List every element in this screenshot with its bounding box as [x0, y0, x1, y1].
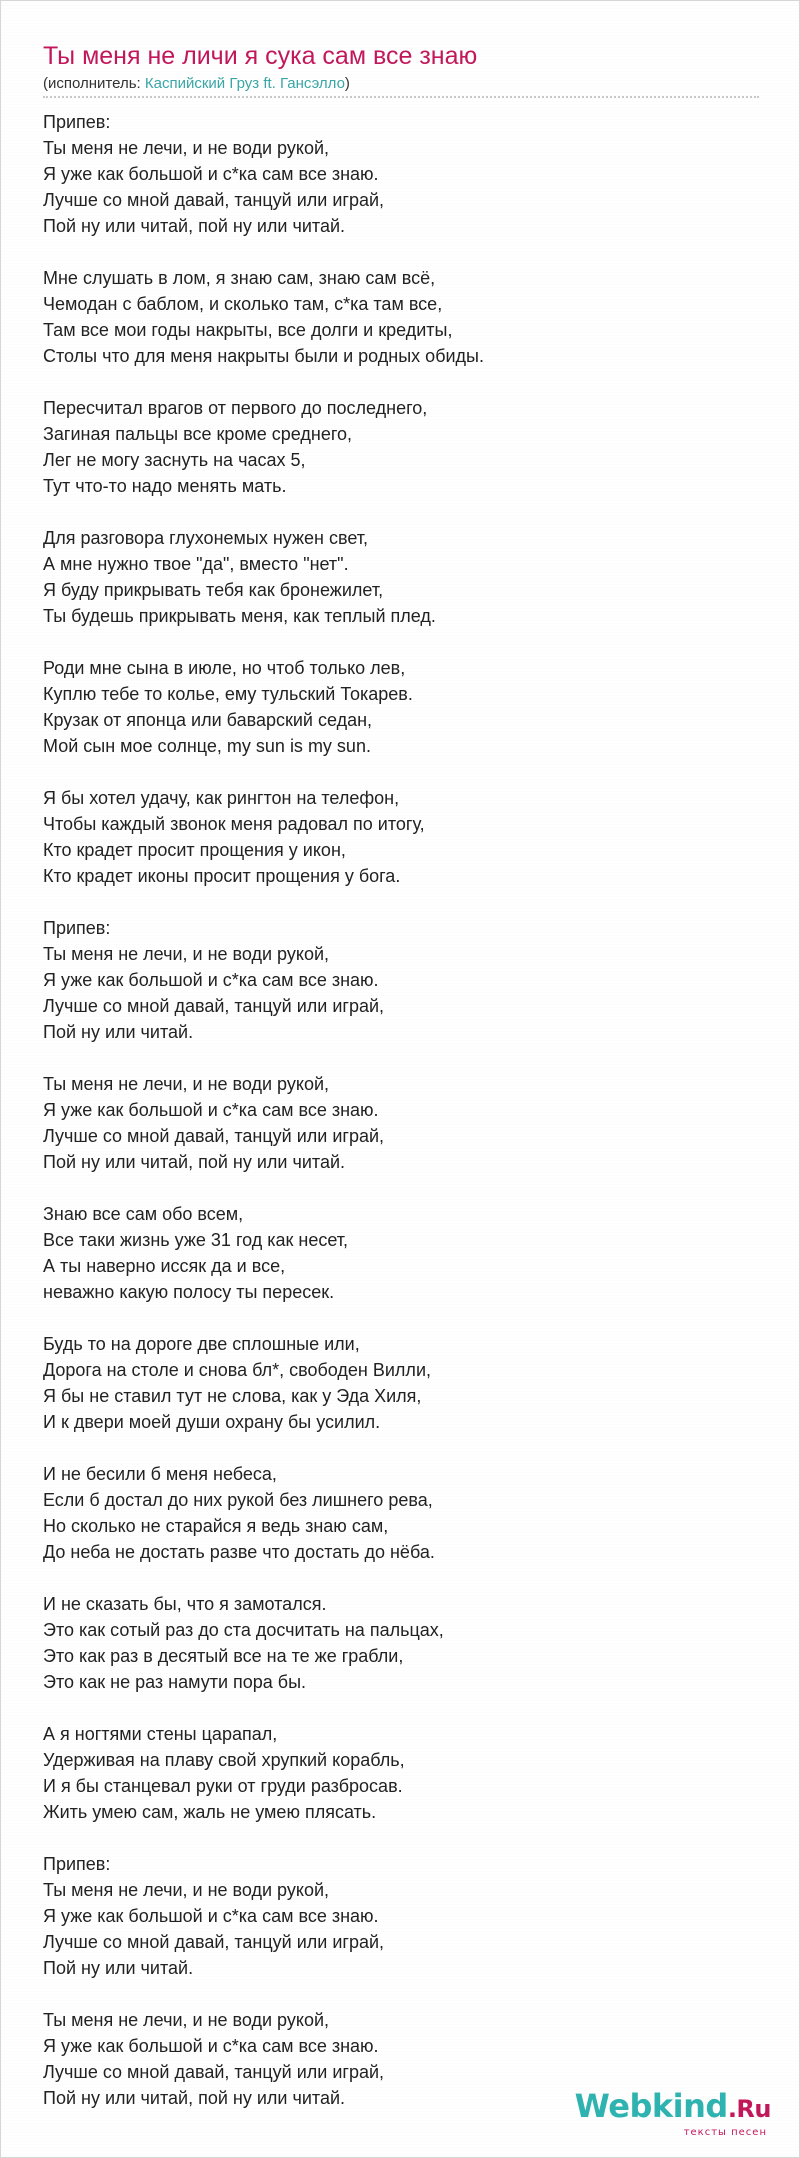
lyrics-stanza — [43, 525, 743, 629]
lyrics-stanza — [43, 109, 743, 239]
lyrics-line: Лег не могу заснуть на часах 5, — [43, 450, 306, 470]
lyrics-line: Тут что-то надо менять мать. — [43, 476, 287, 496]
lyrics-line: Чемодан с баблом, и сколько там, с*ка там все, — [43, 294, 443, 314]
lyrics-stanza — [43, 785, 743, 889]
lyrics-line: Но сколько не старайся я ведь знаю сам, — [43, 1516, 389, 1536]
lyrics-line: Пой ну или читай, пой ну или читай. — [43, 2088, 346, 2108]
lyrics-line: Лучше со мной давай, танцуй или играй, — [43, 1126, 385, 1146]
lyrics-line: Дорога на столе и снова бл*, свободен Вилли, — [43, 1360, 431, 1380]
lyrics-line: Мой сын мое солнце, my sun is my sun. — [43, 736, 371, 756]
lyrics-line: До неба не достать разве что достать до нёба. — [43, 1542, 435, 1562]
lyrics-stanza — [43, 1591, 743, 1695]
artist-line — [43, 75, 350, 93]
lyrics-line: А я ногтями стены царапал, — [43, 1724, 278, 1744]
lyrics-line: неважно какую полосу ты пересек. — [43, 1282, 335, 1302]
lyrics-line: Это как сотый раз до ста досчитать на пальцах, — [43, 1620, 444, 1640]
lyrics-line: Припев: — [43, 1854, 111, 1874]
lyrics-line: Пересчитал врагов от первого до последнего, — [43, 398, 428, 418]
lyrics-line: Ты меня не лечи, и не води рукой, — [43, 1880, 330, 1900]
lyrics-stanza — [43, 1461, 743, 1565]
lyrics-line: Чтобы каждый звонок меня радовал по итогу, — [43, 814, 425, 834]
lyrics-line: Куплю тебе то колье, ему тульский Токарев. — [43, 684, 413, 704]
lyrics-line: Знаю все сам обо всем, — [43, 1204, 244, 1224]
lyrics-line: Пой ну или читай. — [43, 1022, 194, 1042]
lyrics-line: Все таки жизнь уже 31 год как несет, — [43, 1230, 349, 1250]
lyrics-line: Это как раз в десятый все на те же грабли, — [43, 1646, 404, 1666]
lyrics-line: Лучше со мной давай, танцуй или играй, — [43, 996, 385, 1016]
lyrics-line: Удерживая на плаву свой хрупкий корабль, — [43, 1750, 405, 1770]
lyrics-line: И не бесили б меня небеса, — [43, 1464, 277, 1484]
lyrics-line: Ты меня не лечи, и не води рукой, — [43, 944, 330, 964]
lyrics-line: Я уже как большой и с*ка сам все знаю. — [43, 1906, 379, 1926]
lyrics-stanza — [43, 1721, 743, 1825]
lyrics-stanza — [43, 915, 743, 1045]
site-logo[interactable] — [575, 2088, 771, 2139]
lyrics-line: Ты меня не лечи, и не води рукой, — [43, 2010, 330, 2030]
lyrics-line: Лучше со мной давай, танцуй или играй, — [43, 190, 385, 210]
lyrics-line: И не сказать бы, что я замотался. — [43, 1594, 327, 1614]
lyrics-line: Лучше со мной давай, танцуй или играй, — [43, 2062, 385, 2082]
lyrics-stanza — [43, 395, 743, 499]
lyrics-line: Жить умею сам, жаль не умею плясать. — [43, 1802, 377, 1822]
lyrics-line: И я бы станцевал руки от груди разбросав. — [43, 1776, 403, 1796]
lyrics-line: Если б достал до них рукой без лишнего рева, — [43, 1490, 433, 1510]
lyrics-line: Пой ну или читай, пой ну или читай. — [43, 216, 346, 236]
logo-tagline: тексты песен — [683, 2127, 767, 2138]
lyrics-line: Припев: — [43, 112, 111, 132]
lyrics-line: Там все мои годы накрыты, все долги и кредиты, — [43, 320, 453, 340]
lyrics-line: Припев: — [43, 918, 111, 938]
lyrics-line: Крузак от японца или баварский седан, — [43, 710, 373, 730]
song-title: Ты меня не личи я сука сам все знаю — [43, 42, 478, 70]
lyrics-line: Я бы хотел удачу, как рингтон на телефон, — [43, 788, 400, 808]
lyrics-stanza — [43, 265, 743, 369]
lyrics-line: Я уже как большой и с*ка сам все знаю. — [43, 2036, 379, 2056]
lyrics-line: Я уже как большой и с*ка сам все знаю. — [43, 970, 379, 990]
title-divider — [43, 96, 759, 98]
lyrics-line: И к двери моей души охрану бы усилил. — [43, 1412, 381, 1432]
lyrics-line: Ты меня не лечи, и не води рукой, — [43, 1074, 330, 1094]
lyrics-stanza — [43, 1201, 743, 1305]
lyrics-line: Это как не раз намути пора бы. — [43, 1672, 307, 1692]
lyrics-line: Ты меня не лечи, и не води рукой, — [43, 138, 330, 158]
lyrics-line: Кто крадет иконы просит прощения у бога. — [43, 866, 401, 886]
lyrics-line: Будь то на дороге две сплошные или, — [43, 1334, 360, 1354]
lyrics-body — [43, 109, 743, 2137]
lyrics-line: Лучше со мной давай, танцуй или играй, — [43, 1932, 385, 1952]
lyrics-line: Пой ну или читай, пой ну или читай. — [43, 1152, 346, 1172]
lyrics-line: Мне слушать в лом, я знаю сам, знаю сам всё, — [43, 268, 436, 288]
lyrics-line: Я уже как большой и с*ка сам все знаю. — [43, 164, 379, 184]
lyrics-stanza — [43, 1331, 743, 1435]
lyrics-line: Я буду прикрывать тебя как бронежилет, — [43, 580, 384, 600]
logo-suffix: .Ru — [727, 2095, 771, 2123]
artist-link[interactable]: Каспийский Груз ft. Гансэлло — [144, 75, 345, 92]
lyrics-stanza — [43, 1071, 743, 1175]
lyrics-line: Столы что для меня накрыты были и родных обиды. — [43, 346, 484, 366]
lyrics-stanza — [43, 1851, 743, 1981]
artist-prefix: (исполнитель: — [43, 75, 145, 92]
lyrics-line: Загиная пальцы все кроме среднего, — [43, 424, 353, 444]
lyrics-line: А мне нужно твое "да", вместо "нет". — [43, 554, 349, 574]
lyrics-stanza — [43, 655, 743, 759]
lyrics-line: Для разговора глухонемых нужен свет, — [43, 528, 368, 548]
lyrics-line: Кто крадет просит прощения у икон, — [43, 840, 346, 860]
lyrics-line: Я уже как большой и с*ка сам все знаю. — [43, 1100, 379, 1120]
lyrics-line: Роди мне сына в июле, но чтоб только лев, — [43, 658, 406, 678]
lyrics-line: Ты будешь прикрывать меня, как теплый плед. — [43, 606, 436, 626]
lyrics-line: Пой ну или читай. — [43, 1958, 194, 1978]
lyrics-line: Я бы не ставил тут не слова, как у Эда Хиля, — [43, 1386, 422, 1406]
artist-suffix: ) — [344, 75, 350, 92]
logo-main-text: Webkind — [574, 2087, 728, 2125]
lyrics-line: А ты наверно иссяк да и все, — [43, 1256, 286, 1276]
